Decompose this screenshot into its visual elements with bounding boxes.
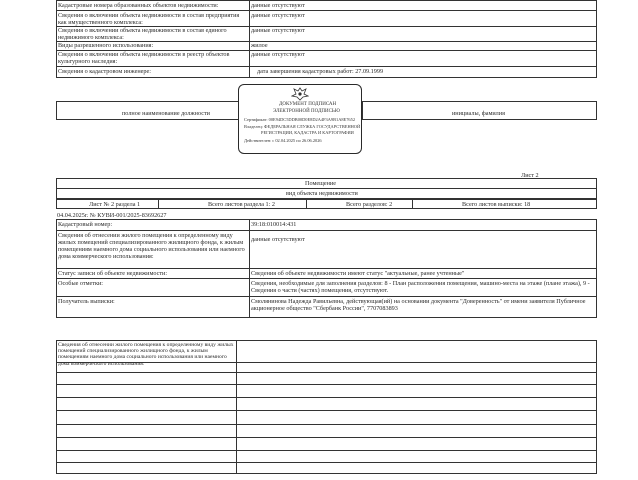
- top-row-label: Сведения о включении объекта недвижимости в состав единого недвижимого комплекса:: [58, 27, 227, 41]
- extract-date-number: 04.04.2025г. № КУВИ-001/2025-83692627: [57, 212, 167, 219]
- top-row-label: Виды разрешенного использования:: [58, 42, 154, 49]
- top-row-label: Кадастровые номера образованных объектов недвижимости:: [58, 2, 219, 9]
- sections-total: Всего разделов: 2: [346, 201, 393, 208]
- cadastral-number-value: 39:18:010014:431: [251, 221, 297, 228]
- object-type: Помещение: [305, 180, 336, 187]
- emblem-icon: [291, 87, 309, 101]
- top-row-value: данные отсутствуют: [251, 2, 305, 9]
- e-signature-stamp: [238, 84, 362, 154]
- stamp-owner-cont: РЕГИСТРАЦИИ, КАДАСТРА И КАРТОГРАФИИ: [261, 130, 354, 135]
- lower-table-label: Сведения об отнесении жилого помещения к определенному виду жилых помещений специализированного жилищного фонда, к жилым помещениям наемного дома социального использования или наемного дома коммерческого использования:: [58, 342, 234, 367]
- special-notes-label: Особые отметки:: [58, 280, 104, 287]
- stamp-subtitle: ЭЛЕКТРОННОЙ ПОДПИСЬЮ: [273, 109, 340, 114]
- sheet-number: Лист 2: [521, 172, 539, 179]
- stamp-validity: Действителен: с 02.04.2025 по 26.06.2026: [244, 138, 322, 143]
- stamp-owner: Владелец: ФЕДЕРАЛЬНАЯ СЛУЖБА ГОСУДАРСТВЕННОЙ: [244, 124, 361, 129]
- record-status-value: Сведения об объекте недвижимости имеют статус "актуальные, ранее учтенные": [251, 270, 465, 277]
- position-caption: полное наименование должности: [122, 110, 210, 117]
- top-row-label: Сведения о включении объекта недвижимости в реестр объектов культурного наследия:: [58, 51, 230, 65]
- stamp-title: ДОКУМЕНТ ПОДПИСАН: [279, 102, 337, 107]
- top-row-label: Сведения о кадастровом инженере:: [58, 68, 151, 75]
- specialized-housing-label: Сведения об отнесении жилого помещения к определенному виду жилых помещений специализированного жилищного фонда, к жилым помещениям наемного дома социального использования или наемного дома коммерческого использования:: [58, 232, 245, 260]
- stamp-certificate: Сертификат: 00E94DC5DDB00D0E8D2A4F3A9B1A8E7652: [244, 117, 356, 122]
- object-type-caption: вид объекта недвижимости: [286, 190, 358, 197]
- specialized-housing-value: данные отсутствуют: [251, 236, 305, 243]
- cadastral-number-label: Кадастровый номер:: [58, 221, 113, 228]
- extract-sheets-total: Всего листов выписки: 18: [462, 201, 531, 208]
- special-notes-value: Сведения, необходимые для заполнения разделов: 8 - План расположения помещения, машино-места на этаже (плане этажа), 9 - Сведения о части (частях) помещения, отсутствуют.: [251, 280, 590, 294]
- top-row-value: данные отсутствуют: [251, 12, 305, 19]
- recipient-label: Получатель выписки:: [58, 298, 115, 305]
- top-row-value: данные отсутствуют: [251, 27, 305, 34]
- section-sheets-total: Всего листов раздела 1: 2: [208, 201, 275, 208]
- top-row-value: данные отсутствуют: [251, 51, 305, 58]
- top-row-value: жилое: [251, 42, 268, 49]
- name-caption: инициалы, фамилия: [452, 110, 505, 117]
- recipient-value: Смолянинова Надежда Равильевна, действующая(ий) на основании документа "Доверенность" от имени заявителя Публичное акционерное общество "Сбербанк России", 7707083893: [251, 298, 586, 312]
- record-status-label: Статус записи об объекте недвижимости:: [58, 270, 168, 277]
- sheet-of-section: Лист № 2 раздела 1: [89, 201, 141, 208]
- top-row-label: Сведения о включении объекта недвижимости в состав предприятия как имущественного комплекса:: [58, 12, 240, 26]
- top-row-value: дата завершения кадастровых работ: 27.09.1999: [257, 68, 384, 75]
